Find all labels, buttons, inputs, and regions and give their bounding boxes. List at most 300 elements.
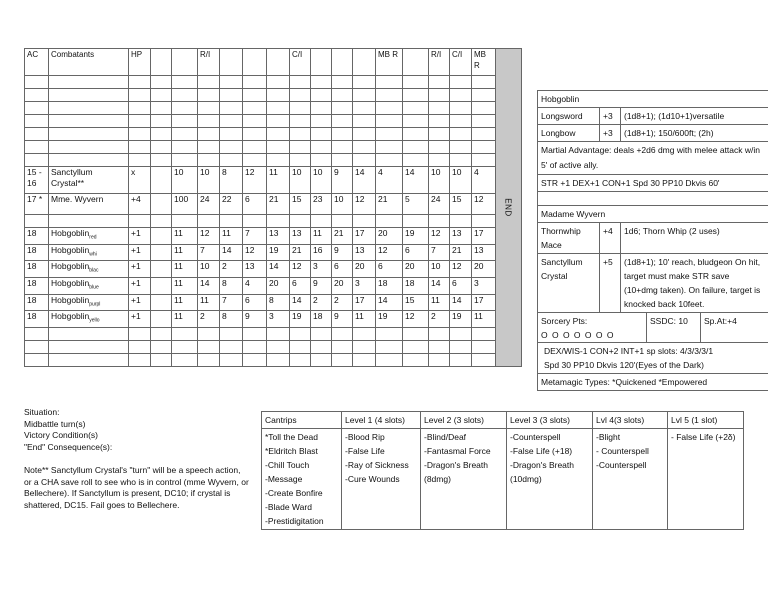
tracker-cell[interactable] [403, 228, 429, 245]
tracker-cell[interactable] [129, 194, 151, 215]
tracker-cell[interactable] [403, 278, 429, 295]
tracker-cell[interactable] [429, 167, 450, 194]
tracker-cell[interactable] [220, 167, 243, 194]
tracker-cell[interactable] [198, 244, 220, 261]
tracker-cell[interactable] [311, 154, 332, 167]
tracker-cell[interactable] [49, 102, 129, 115]
tracker-cell[interactable] [151, 115, 172, 128]
tracker-cell[interactable] [172, 154, 198, 167]
tracker-cell[interactable] [332, 76, 353, 89]
tracker-cell[interactable] [220, 115, 243, 128]
tracker-cell[interactable] [151, 154, 172, 167]
tracker-cell[interactable] [290, 141, 311, 154]
tracker-cell[interactable] [290, 128, 311, 141]
tracker-cell[interactable] [311, 354, 332, 367]
tracker-cell[interactable] [25, 228, 49, 245]
tracker-cell[interactable] [25, 215, 49, 228]
tracker-cell[interactable] [198, 294, 220, 311]
tracker-cell[interactable] [376, 128, 403, 141]
tracker-cell[interactable] [49, 311, 129, 328]
tracker-cell[interactable] [151, 194, 172, 215]
tracker-cell[interactable] [151, 76, 172, 89]
tracker-cell[interactable] [25, 128, 49, 141]
tracker-cell[interactable] [129, 102, 151, 115]
tracker-cell[interactable] [220, 278, 243, 295]
tracker-cell[interactable] [198, 102, 220, 115]
tracker-cell[interactable] [332, 167, 353, 194]
tracker-cell[interactable] [129, 311, 151, 328]
tracker-cell[interactable] [243, 128, 267, 141]
tracker-cell[interactable] [172, 294, 198, 311]
tracker-cell[interactable] [267, 341, 290, 354]
tracker-cell[interactable] [429, 194, 450, 215]
tracker-cell[interactable] [129, 128, 151, 141]
tracker-cell[interactable] [450, 311, 472, 328]
tracker-cell[interactable] [353, 102, 376, 115]
tracker-cell[interactable] [290, 278, 311, 295]
tracker-cell[interactable] [403, 341, 429, 354]
tracker-cell[interactable] [450, 128, 472, 141]
tracker-cell[interactable] [311, 311, 332, 328]
tracker-cell[interactable] [403, 328, 429, 341]
tracker-cell[interactable] [332, 294, 353, 311]
tracker-cell[interactable] [353, 341, 376, 354]
tracker-cell[interactable] [332, 89, 353, 102]
tracker-cell[interactable] [172, 128, 198, 141]
tracker-cell[interactable] [243, 228, 267, 245]
tracker-cell[interactable] [49, 76, 129, 89]
tracker-cell[interactable] [243, 328, 267, 341]
tracker-cell[interactable] [198, 76, 220, 89]
tracker-cell[interactable] [172, 76, 198, 89]
tracker-cell[interactable] [243, 194, 267, 215]
tracker-cell[interactable] [198, 115, 220, 128]
tracker-cell[interactable] [198, 228, 220, 245]
tracker-cell[interactable] [151, 311, 172, 328]
tracker-cell[interactable] [49, 167, 129, 194]
tracker-cell[interactable] [243, 341, 267, 354]
tracker-cell[interactable] [450, 115, 472, 128]
tracker-cell[interactable] [220, 215, 243, 228]
tracker-cell[interactable] [472, 261, 496, 278]
tracker-cell[interactable] [332, 328, 353, 341]
tracker-cell[interactable] [376, 244, 403, 261]
tracker-cell[interactable] [129, 167, 151, 194]
tracker-cell[interactable] [151, 244, 172, 261]
tracker-cell[interactable] [450, 244, 472, 261]
tracker-cell[interactable] [353, 311, 376, 328]
tracker-cell[interactable] [267, 278, 290, 295]
tracker-cell[interactable] [403, 311, 429, 328]
tracker-cell[interactable] [220, 228, 243, 245]
tracker-cell[interactable] [403, 215, 429, 228]
tracker-cell[interactable] [220, 102, 243, 115]
tracker-cell[interactable] [403, 154, 429, 167]
tracker-cell[interactable] [151, 102, 172, 115]
tracker-cell[interactable] [450, 341, 472, 354]
tracker-cell[interactable] [151, 167, 172, 194]
tracker-cell[interactable] [429, 115, 450, 128]
tracker-cell[interactable] [172, 89, 198, 102]
tracker-cell[interactable] [376, 311, 403, 328]
tracker-cell[interactable] [332, 341, 353, 354]
tracker-cell[interactable] [243, 311, 267, 328]
tracker-cell[interactable] [243, 102, 267, 115]
tracker-cell[interactable] [472, 215, 496, 228]
tracker-cell[interactable] [332, 354, 353, 367]
tracker-cell[interactable] [472, 228, 496, 245]
tracker-cell[interactable] [472, 141, 496, 154]
tracker-cell[interactable] [429, 228, 450, 245]
tracker-cell[interactable] [311, 228, 332, 245]
tracker-cell[interactable] [403, 115, 429, 128]
tracker-cell[interactable] [353, 244, 376, 261]
tracker-cell[interactable] [267, 244, 290, 261]
tracker-cell[interactable] [450, 194, 472, 215]
tracker-cell[interactable] [290, 311, 311, 328]
tracker-cell[interactable] [129, 278, 151, 295]
tracker-cell[interactable] [353, 89, 376, 102]
tracker-cell[interactable] [311, 89, 332, 102]
tracker-cell[interactable] [49, 228, 129, 245]
tracker-cell[interactable] [472, 154, 496, 167]
tracker-cell[interactable] [198, 154, 220, 167]
tracker-cell[interactable] [290, 154, 311, 167]
tracker-cell[interactable] [403, 167, 429, 194]
tracker-cell[interactable] [472, 354, 496, 367]
tracker-cell[interactable] [172, 141, 198, 154]
tracker-cell[interactable] [25, 115, 49, 128]
tracker-cell[interactable] [450, 167, 472, 194]
tracker-cell[interactable] [243, 354, 267, 367]
tracker-cell[interactable] [311, 341, 332, 354]
tracker-cell[interactable] [243, 294, 267, 311]
tracker-cell[interactable] [311, 261, 332, 278]
tracker-cell[interactable] [129, 76, 151, 89]
tracker-cell[interactable] [429, 294, 450, 311]
tracker-cell[interactable] [353, 261, 376, 278]
tracker-cell[interactable] [198, 354, 220, 367]
tracker-cell[interactable] [267, 76, 290, 89]
tracker-cell[interactable] [49, 215, 129, 228]
tracker-cell[interactable] [450, 102, 472, 115]
tracker-cell[interactable] [290, 167, 311, 194]
tracker-cell[interactable] [353, 278, 376, 295]
tracker-cell[interactable] [25, 261, 49, 278]
tracker-cell[interactable] [129, 294, 151, 311]
tracker-cell[interactable] [129, 328, 151, 341]
tracker-cell[interactable] [243, 215, 267, 228]
tracker-cell[interactable] [267, 261, 290, 278]
tracker-cell[interactable] [267, 102, 290, 115]
tracker-cell[interactable] [49, 115, 129, 128]
tracker-cell[interactable] [290, 244, 311, 261]
tracker-cell[interactable] [25, 278, 49, 295]
tracker-cell[interactable] [151, 278, 172, 295]
tracker-cell[interactable] [267, 294, 290, 311]
tracker-cell[interactable] [290, 102, 311, 115]
tracker-cell[interactable] [353, 154, 376, 167]
tracker-cell[interactable] [243, 278, 267, 295]
tracker-cell[interactable] [243, 244, 267, 261]
tracker-cell[interactable] [25, 89, 49, 102]
tracker-cell[interactable] [172, 311, 198, 328]
tracker-cell[interactable] [353, 294, 376, 311]
tracker-cell[interactable] [151, 228, 172, 245]
tracker-cell[interactable] [220, 76, 243, 89]
tracker-cell[interactable] [151, 128, 172, 141]
tracker-cell[interactable] [243, 141, 267, 154]
tracker-cell[interactable] [49, 354, 129, 367]
tracker-cell[interactable] [290, 228, 311, 245]
tracker-cell[interactable] [332, 215, 353, 228]
tracker-cell[interactable] [290, 261, 311, 278]
tracker-cell[interactable] [243, 167, 267, 194]
tracker-cell[interactable] [267, 115, 290, 128]
tracker-cell[interactable] [220, 154, 243, 167]
tracker-cell[interactable] [129, 89, 151, 102]
tracker-cell[interactable] [472, 76, 496, 89]
tracker-cell[interactable] [220, 261, 243, 278]
tracker-cell[interactable] [353, 228, 376, 245]
tracker-cell[interactable] [290, 115, 311, 128]
tracker-cell[interactable] [376, 328, 403, 341]
tracker-cell[interactable] [332, 194, 353, 215]
tracker-cell[interactable] [129, 261, 151, 278]
tracker-cell[interactable] [267, 354, 290, 367]
tracker-cell[interactable] [403, 141, 429, 154]
tracker-cell[interactable] [472, 311, 496, 328]
tracker-cell[interactable] [25, 76, 49, 89]
tracker-cell[interactable] [172, 115, 198, 128]
tracker-cell[interactable] [267, 154, 290, 167]
tracker-cell[interactable] [376, 215, 403, 228]
tracker-cell[interactable] [403, 102, 429, 115]
tracker-cell[interactable] [49, 128, 129, 141]
tracker-cell[interactable] [49, 194, 129, 215]
tracker-cell[interactable] [220, 128, 243, 141]
tracker-cell[interactable] [290, 89, 311, 102]
tracker-cell[interactable] [472, 278, 496, 295]
tracker-cell[interactable] [172, 167, 198, 194]
tracker-cell[interactable] [267, 328, 290, 341]
tracker-cell[interactable] [198, 128, 220, 141]
tracker-cell[interactable] [151, 215, 172, 228]
tracker-cell[interactable] [151, 261, 172, 278]
tracker-cell[interactable] [311, 102, 332, 115]
tracker-cell[interactable] [376, 341, 403, 354]
tracker-cell[interactable] [172, 261, 198, 278]
tracker-cell[interactable] [353, 194, 376, 215]
tracker-cell[interactable] [353, 215, 376, 228]
tracker-cell[interactable] [376, 167, 403, 194]
tracker-cell[interactable] [376, 154, 403, 167]
tracker-cell[interactable] [376, 354, 403, 367]
tracker-cell[interactable] [429, 341, 450, 354]
tracker-cell[interactable] [172, 244, 198, 261]
tracker-cell[interactable] [198, 311, 220, 328]
tracker-cell[interactable] [403, 194, 429, 215]
tracker-cell[interactable] [25, 354, 49, 367]
tracker-cell[interactable] [450, 278, 472, 295]
tracker-cell[interactable] [332, 141, 353, 154]
tracker-cell[interactable] [376, 76, 403, 89]
tracker-cell[interactable] [472, 244, 496, 261]
tracker-cell[interactable] [450, 154, 472, 167]
tracker-cell[interactable] [25, 167, 49, 194]
tracker-cell[interactable] [353, 76, 376, 89]
tracker-cell[interactable] [332, 154, 353, 167]
tracker-cell[interactable] [332, 311, 353, 328]
tracker-cell[interactable] [198, 89, 220, 102]
tracker-cell[interactable] [311, 278, 332, 295]
tracker-cell[interactable] [311, 128, 332, 141]
tracker-cell[interactable] [403, 89, 429, 102]
tracker-cell[interactable] [198, 261, 220, 278]
tracker-cell[interactable] [332, 228, 353, 245]
tracker-cell[interactable] [403, 294, 429, 311]
tracker-cell[interactable] [403, 128, 429, 141]
tracker-cell[interactable] [376, 102, 403, 115]
tracker-cell[interactable] [49, 154, 129, 167]
tracker-cell[interactable] [49, 89, 129, 102]
tracker-cell[interactable] [25, 328, 49, 341]
tracker-cell[interactable] [311, 215, 332, 228]
tracker-cell[interactable] [311, 115, 332, 128]
tracker-cell[interactable] [49, 141, 129, 154]
tracker-cell[interactable] [198, 328, 220, 341]
tracker-cell[interactable] [332, 244, 353, 261]
tracker-cell[interactable] [290, 76, 311, 89]
tracker-cell[interactable] [311, 328, 332, 341]
tracker-cell[interactable] [472, 115, 496, 128]
tracker-cell[interactable] [429, 102, 450, 115]
tracker-cell[interactable] [49, 278, 129, 295]
tracker-cell[interactable] [172, 354, 198, 367]
tracker-cell[interactable] [290, 341, 311, 354]
tracker-cell[interactable] [311, 194, 332, 215]
tracker-cell[interactable] [243, 89, 267, 102]
tracker-cell[interactable] [220, 194, 243, 215]
tracker-cell[interactable] [450, 76, 472, 89]
tracker-cell[interactable] [129, 244, 151, 261]
tracker-cell[interactable] [429, 154, 450, 167]
tracker-cell[interactable] [332, 261, 353, 278]
tracker-cell[interactable] [129, 354, 151, 367]
tracker-cell[interactable] [353, 328, 376, 341]
tracker-cell[interactable] [429, 328, 450, 341]
tracker-cell[interactable] [172, 341, 198, 354]
tracker-cell[interactable] [472, 128, 496, 141]
tracker-cell[interactable] [151, 354, 172, 367]
tracker-cell[interactable] [429, 278, 450, 295]
tracker-cell[interactable] [472, 294, 496, 311]
tracker-cell[interactable] [429, 89, 450, 102]
tracker-cell[interactable] [129, 141, 151, 154]
tracker-cell[interactable] [290, 328, 311, 341]
tracker-cell[interactable] [198, 278, 220, 295]
tracker-cell[interactable] [243, 115, 267, 128]
tracker-cell[interactable] [220, 294, 243, 311]
tracker-cell[interactable] [220, 311, 243, 328]
tracker-cell[interactable] [376, 261, 403, 278]
tracker-cell[interactable] [49, 328, 129, 341]
tracker-cell[interactable] [198, 194, 220, 215]
tracker-cell[interactable] [243, 76, 267, 89]
tracker-cell[interactable] [450, 89, 472, 102]
tracker-cell[interactable] [311, 167, 332, 194]
tracker-cell[interactable] [151, 89, 172, 102]
tracker-cell[interactable] [376, 294, 403, 311]
tracker-cell[interactable] [450, 228, 472, 245]
tracker-cell[interactable] [172, 328, 198, 341]
tracker-cell[interactable] [332, 278, 353, 295]
tracker-cell[interactable] [332, 102, 353, 115]
tracker-cell[interactable] [376, 141, 403, 154]
tracker-cell[interactable] [129, 115, 151, 128]
tracker-cell[interactable] [151, 341, 172, 354]
tracker-cell[interactable] [129, 228, 151, 245]
tracker-cell[interactable] [172, 194, 198, 215]
tracker-cell[interactable] [450, 354, 472, 367]
tracker-cell[interactable] [49, 261, 129, 278]
tracker-cell[interactable] [267, 228, 290, 245]
tracker-cell[interactable] [353, 354, 376, 367]
tracker-cell[interactable] [220, 244, 243, 261]
tracker-cell[interactable] [129, 154, 151, 167]
tracker-cell[interactable] [220, 141, 243, 154]
tracker-cell[interactable] [172, 228, 198, 245]
tracker-cell[interactable] [353, 128, 376, 141]
tracker-cell[interactable] [25, 341, 49, 354]
tracker-cell[interactable] [376, 278, 403, 295]
tracker-cell[interactable] [49, 244, 129, 261]
tracker-cell[interactable] [49, 341, 129, 354]
tracker-cell[interactable] [472, 89, 496, 102]
tracker-cell[interactable] [429, 141, 450, 154]
tracker-cell[interactable] [220, 89, 243, 102]
tracker-cell[interactable] [198, 215, 220, 228]
tracker-cell[interactable] [429, 76, 450, 89]
tracker-cell[interactable] [429, 215, 450, 228]
tracker-cell[interactable] [450, 141, 472, 154]
tracker-cell[interactable] [198, 141, 220, 154]
tracker-cell[interactable] [290, 294, 311, 311]
tracker-cell[interactable] [332, 115, 353, 128]
tracker-cell[interactable] [353, 141, 376, 154]
tracker-cell[interactable] [450, 215, 472, 228]
tracker-cell[interactable] [267, 141, 290, 154]
tracker-cell[interactable] [290, 354, 311, 367]
tracker-cell[interactable] [376, 115, 403, 128]
tracker-cell[interactable] [429, 244, 450, 261]
tracker-cell[interactable] [332, 128, 353, 141]
tracker-cell[interactable] [25, 194, 49, 215]
tracker-cell[interactable] [198, 167, 220, 194]
tracker-cell[interactable] [472, 341, 496, 354]
tracker-cell[interactable] [450, 294, 472, 311]
tracker-cell[interactable] [311, 294, 332, 311]
tracker-cell[interactable] [267, 194, 290, 215]
tracker-cell[interactable] [472, 102, 496, 115]
tracker-cell[interactable] [429, 311, 450, 328]
tracker-cell[interactable] [290, 215, 311, 228]
tracker-cell[interactable] [429, 354, 450, 367]
tracker-cell[interactable] [25, 102, 49, 115]
tracker-cell[interactable] [25, 141, 49, 154]
tracker-cell[interactable] [311, 244, 332, 261]
tracker-cell[interactable] [172, 102, 198, 115]
